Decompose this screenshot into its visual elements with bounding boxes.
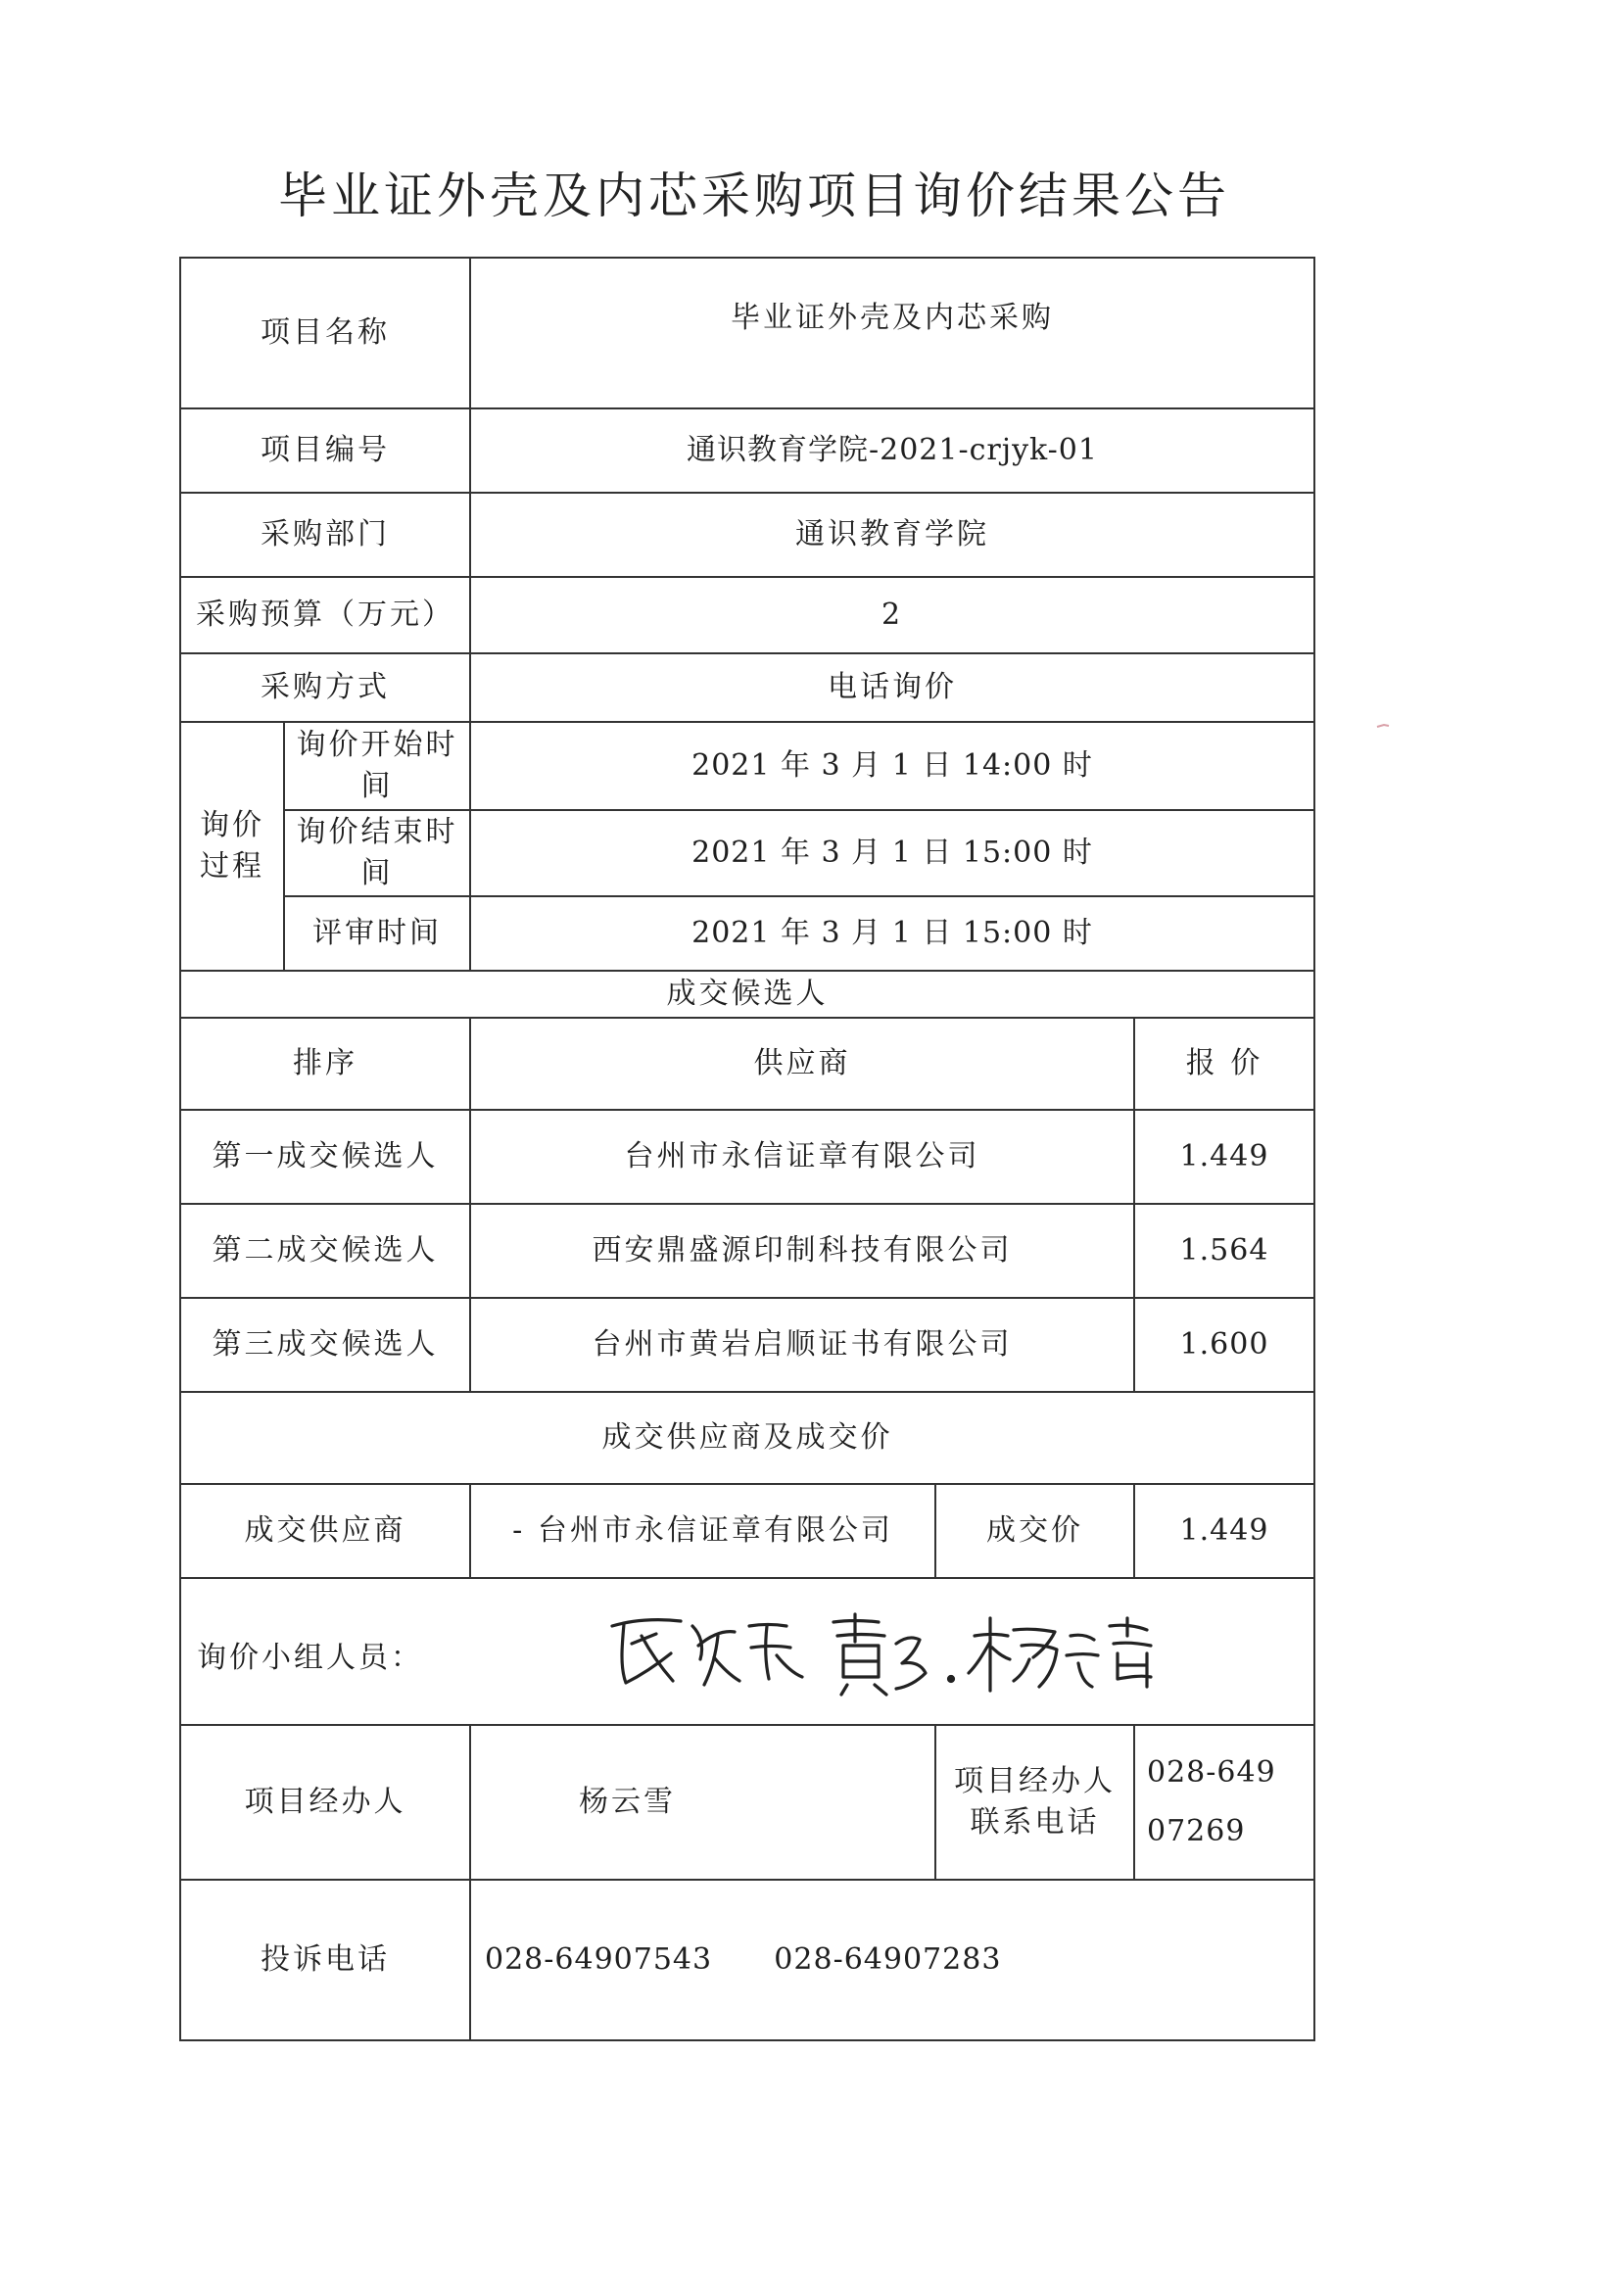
- row-candidates-title: [180, 971, 1314, 1018]
- candidate-rank: 第一成交候选人: [180, 1110, 470, 1204]
- label-inquiry-process: 询价 过程: [180, 722, 284, 971]
- row-review-time: [180, 896, 1314, 971]
- label-project-number: 项目编号: [180, 408, 470, 493]
- candidate-price: 1.564: [1134, 1204, 1314, 1298]
- value-inquiry-start: 2021 年 3 月 1 日 14:00 时: [470, 722, 1314, 810]
- row-method: [180, 653, 1314, 722]
- value-manager: 杨云雪: [470, 1725, 935, 1880]
- candidate-supplier: 台州市黄岩启顺证书有限公司: [470, 1298, 1134, 1392]
- row-manager: [180, 1725, 1314, 1880]
- row-department: [180, 493, 1314, 577]
- value-project-name: 毕业证外壳及内芯采购: [470, 258, 1314, 408]
- label-department: 采购部门: [180, 493, 470, 577]
- value-review-time: 2021 年 3 月 1 日 15:00 时: [470, 896, 1314, 971]
- panel-cell: [180, 1578, 1314, 1725]
- value-complaint: 028-64907543 028-64907283: [470, 1880, 1314, 2040]
- section-winner-title: 成交供应商及成交价: [180, 1392, 1314, 1484]
- candidate-price: 1.600: [1134, 1298, 1314, 1392]
- label-project-name: 项目名称: [180, 258, 470, 408]
- row-inquiry-start: [180, 722, 1314, 810]
- header-supplier: 供应商: [470, 1018, 1134, 1110]
- value-winner-supplier: - 台州市永信证章有限公司: [470, 1484, 935, 1578]
- row-project-number: [180, 408, 1314, 493]
- candidate-supplier: 西安鼎盛源印制科技有限公司: [470, 1204, 1134, 1298]
- label-review-time: 评审时间: [284, 896, 470, 971]
- row-inquiry-end: [180, 810, 1314, 896]
- candidate-rank: 第二成交候选人: [180, 1204, 470, 1298]
- label-winner-supplier: 成交供应商: [180, 1484, 470, 1578]
- row-project-name: [180, 258, 1314, 408]
- value-department: 通识教育学院: [470, 493, 1314, 577]
- label-method: 采购方式: [180, 653, 470, 722]
- value-manager-phone: 028-649 07269: [1134, 1725, 1314, 1880]
- value-method: 电话询价: [470, 653, 1314, 722]
- candidate-price: 1.449: [1134, 1110, 1314, 1204]
- value-winner-price: 1.449: [1134, 1484, 1314, 1578]
- candidate-rank: 第三成交候选人: [180, 1298, 470, 1392]
- section-candidates-title: 成交候选人: [180, 971, 1314, 1018]
- value-budget: 2: [470, 577, 1314, 653]
- candidate-row: [180, 1298, 1314, 1392]
- row-winner-title: [180, 1392, 1314, 1484]
- candidate-row: [180, 1110, 1314, 1204]
- row-panel: [180, 1578, 1314, 1725]
- candidate-row: [180, 1204, 1314, 1298]
- handwritten-signature: [602, 1597, 1170, 1704]
- value-inquiry-end: 2021 年 3 月 1 日 15:00 时: [470, 810, 1314, 896]
- row-winner: [180, 1484, 1314, 1578]
- header-price: 报 价: [1134, 1018, 1314, 1110]
- label-complaint: 投诉电话: [180, 1880, 470, 2040]
- label-manager-phone: 项目经办人 联系电话: [935, 1725, 1134, 1880]
- header-rank: 排序: [180, 1018, 470, 1110]
- page-title: 毕业证外壳及内芯采购项目询价结果公告: [278, 167, 1230, 224]
- label-winner-price: 成交价: [935, 1484, 1134, 1578]
- label-manager: 项目经办人: [180, 1725, 470, 1880]
- label-inquiry-end: 询价结束时间: [284, 810, 470, 896]
- candidate-supplier: 台州市永信证章有限公司: [470, 1110, 1134, 1204]
- row-candidates-header: [180, 1018, 1314, 1110]
- row-complaint: [180, 1880, 1314, 2040]
- label-budget: 采购预算（万元）: [180, 577, 470, 653]
- announcement-table: [179, 257, 1315, 2041]
- stray-mark: [1376, 723, 1390, 729]
- label-panel: 询价小组人员：: [197, 1641, 423, 1675]
- label-inquiry-start: 询价开始时间: [284, 722, 470, 810]
- row-budget: [180, 577, 1314, 653]
- value-project-number: 通识教育学院-2021-crjyk-01: [470, 408, 1314, 493]
